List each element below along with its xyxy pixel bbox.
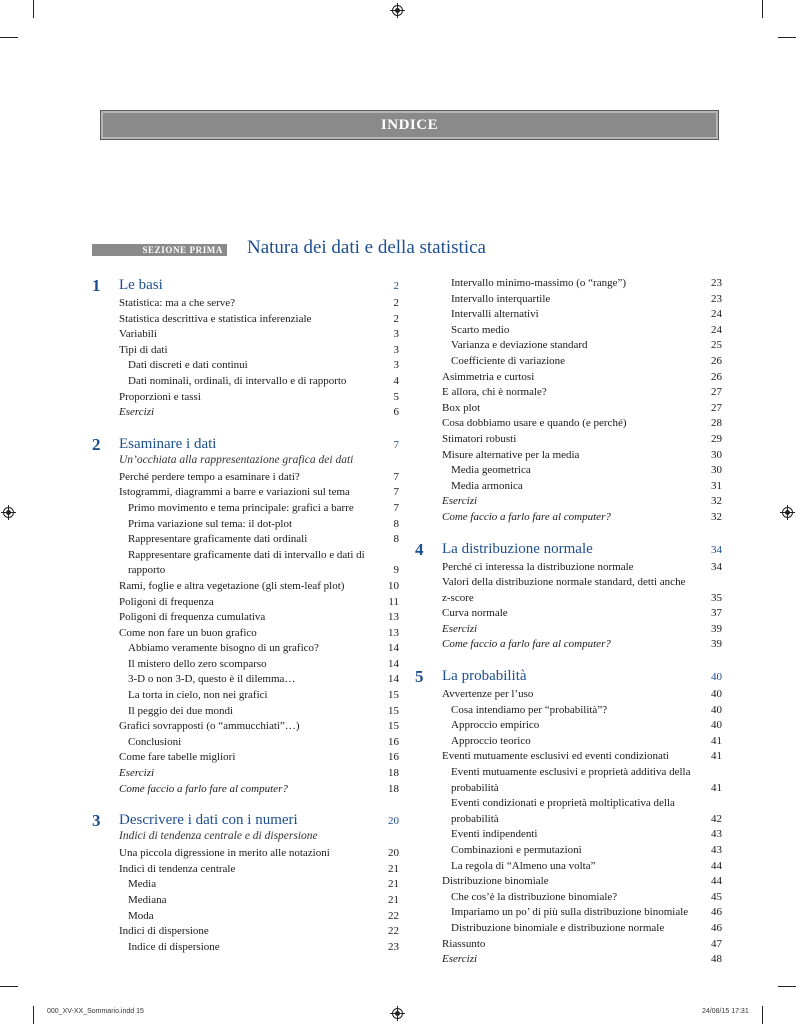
toc-entry-title: Valori della distribuzione normale standard, detti anche z-score	[442, 576, 686, 604]
toc-entry	[451, 323, 722, 339]
toc-entry	[119, 405, 399, 421]
toc-entry-title: Eventi mutuamente esclusivi e proprietà additiva della probabilità	[451, 766, 691, 794]
chapter-number: 1	[92, 276, 101, 295]
toc-entry-page: 41	[711, 734, 722, 747]
toc-entry	[128, 688, 399, 704]
toc-entry-title: Distribuzione binomiale e distribuzione normale	[451, 921, 665, 934]
crop-mark	[762, 1006, 763, 1024]
toc-entry-page: 35	[711, 591, 722, 604]
crop-mark	[33, 0, 34, 18]
toc-entry-page: 15	[388, 689, 399, 702]
chapter-page: 7	[393, 438, 399, 451]
toc-entry-title: Prima variazione sul tema: il dot-plot	[128, 517, 293, 530]
toc-entry-page: 43	[711, 844, 722, 856]
toc-entry-title: Avvertenze per l’uso	[442, 688, 534, 701]
toc-entry-title: Riassunto	[442, 937, 486, 950]
toc-entry-title: Il peggio dei due mondi	[128, 704, 234, 717]
toc-entry-title: Box plot	[442, 401, 481, 414]
toc-entry-page: 18	[388, 782, 399, 795]
toc-entry	[451, 703, 722, 719]
toc-entry-title: Poligoni di frequenza cumulativa	[119, 611, 266, 624]
toc-entry-page: 3	[393, 328, 399, 341]
toc-entry-page: 30	[711, 448, 722, 461]
toc-entry-title: Approccio teorico	[451, 734, 531, 747]
toc-entry-title: Impariamo un po’ di più sulla distribuzione binomiale	[451, 906, 689, 919]
toc-entry-page: 41	[711, 750, 722, 763]
toc-entry	[442, 622, 722, 638]
toc-entry	[451, 843, 722, 859]
index-banner-title: INDICE	[380, 117, 439, 133]
toc-entry-title: Stimatori robusti	[442, 432, 517, 445]
toc-entry-page: 14	[388, 642, 399, 655]
toc-entry-title: Conclusioni	[128, 735, 182, 748]
toc-entry	[442, 952, 722, 968]
toc-entry-page: 41	[711, 781, 722, 794]
toc-entry-page: 44	[711, 859, 722, 872]
toc-entry	[451, 905, 722, 921]
toc-entry-title: Perché ci interessa la distribuzione normale	[442, 560, 634, 573]
toc-entry-page: 21	[388, 862, 399, 875]
toc-entry	[119, 782, 399, 798]
toc-entry-page: 16	[388, 751, 399, 764]
toc-entry-page: 39	[711, 622, 722, 635]
toc-entry-page: 32	[711, 495, 722, 508]
toc-entry	[442, 448, 722, 464]
toc-entry-page: 20	[388, 847, 399, 860]
toc-entry-page: 23	[711, 292, 722, 305]
toc-entry-title: Intervallo interquartile	[451, 292, 551, 305]
toc-entry-page: 39	[711, 638, 722, 651]
toc-entry	[119, 579, 399, 595]
chapter-page: 40	[711, 671, 722, 684]
toc-entry-page: 11	[388, 595, 399, 608]
toc-entry	[442, 370, 722, 386]
toc-entry-page: 15	[388, 704, 399, 717]
toc-entry	[128, 517, 399, 533]
toc-entry	[442, 637, 722, 653]
chapter-heading	[415, 667, 722, 687]
toc-entry-title: Approccio empirico	[451, 719, 540, 732]
section-title: Natura dei dati e della statistica	[247, 237, 486, 258]
chapter-subtitle: Indici di tendenza centrale e di dispersione	[119, 830, 318, 843]
toc-entry	[119, 846, 399, 862]
chapter-title: Esaminare i dati	[119, 435, 217, 452]
index-banner	[100, 110, 719, 140]
toc-entry	[128, 909, 399, 925]
toc-entry-title: Combinazioni e permutazioni	[451, 844, 582, 856]
toc-entry	[128, 501, 399, 517]
toc-entry-title: Rappresentare graficamente dati ordinali	[128, 533, 308, 546]
toc-entry	[128, 672, 399, 688]
chapter-number: 3	[92, 811, 101, 831]
toc-entry	[451, 827, 722, 843]
toc-entry	[128, 657, 399, 673]
toc-entry-page: 40	[711, 688, 722, 701]
chapter-subtitle: Un’occhiata alla rappresentazione grafica dei dati	[119, 453, 354, 466]
toc-entry	[451, 718, 722, 734]
toc-entry-title: Esercizi	[119, 767, 155, 780]
toc-entry-title: Mediana	[128, 894, 167, 906]
toc-entry-page: 26	[711, 354, 722, 367]
toc-entry	[128, 641, 399, 657]
toc-entry-page: 40	[711, 703, 722, 716]
toc-entry-page: 7	[393, 470, 399, 483]
toc-entry	[128, 893, 399, 909]
toc-entry-title: Statistica: ma a che serve?	[119, 297, 236, 309]
toc-entry-title: Distribuzione binomiale	[442, 875, 549, 888]
toc-entry-title: Perché perdere tempo a esaminare i dati?	[119, 470, 300, 483]
toc-entry-page: 13	[388, 611, 399, 624]
toc-entry	[119, 390, 399, 406]
toc-entry	[451, 292, 722, 308]
crop-mark	[778, 37, 796, 38]
toc-entry	[451, 354, 722, 370]
toc-entry-page: 46	[711, 921, 722, 934]
toc-entry-title: Rappresentare graficamente dati di intervallo e dati di rapporto	[128, 548, 365, 577]
toc-entry-page: 8	[393, 517, 399, 530]
toc-entry	[442, 687, 722, 703]
toc-entry-title: Esercizi	[442, 953, 478, 966]
toc-entry-title: Una piccola digressione in merito alle notazioni	[119, 847, 330, 860]
toc-entry-page: 5	[393, 390, 399, 403]
toc-entry	[442, 874, 722, 890]
toc-entry-page: 27	[711, 386, 722, 399]
toc-entry-page: 23	[388, 940, 399, 953]
toc-entry-page: 21	[388, 878, 399, 891]
toc-entry-page: 37	[711, 607, 722, 620]
toc-entry-page: 29	[711, 432, 722, 445]
toc-entry-page: 28	[711, 417, 722, 430]
toc-entry-title: Intervalli alternativi	[451, 308, 539, 321]
toc-entry-page: 2	[393, 312, 399, 325]
toc-entry-page: 21	[388, 894, 399, 906]
chapter-number: 5	[415, 667, 424, 687]
section-tag: SEZIONE PRIMA	[92, 244, 227, 256]
toc-entry-title: Esercizi	[442, 495, 478, 508]
toc-entry-page: 7	[393, 486, 399, 499]
toc-entry-title: Istogrammi, diagrammi a barre e variazioni sul tema	[119, 486, 350, 499]
toc-entry	[128, 374, 399, 390]
toc-entry	[119, 719, 399, 735]
toc-entry-page: 31	[711, 479, 722, 492]
toc-entry-title: Rami, foglie e altra vegetazione (gli stem-leaf plot)	[119, 579, 345, 592]
toc-entry-title: Cosa dobbiamo usare e quando (e perché)	[442, 417, 627, 430]
toc-entry-title: Media armonica	[451, 479, 523, 492]
toc-entry-title: Media	[128, 878, 157, 891]
toc-entry	[128, 358, 399, 374]
toc-entry-page: 24	[711, 323, 722, 336]
toc-entry	[119, 296, 399, 312]
chapter-title: La distribuzione normale	[442, 540, 593, 557]
toc-entry	[451, 479, 722, 495]
registration-mark-icon	[392, 5, 403, 16]
toc-entry	[451, 921, 722, 937]
toc-entry-page: 2	[393, 297, 399, 309]
chapter-page: 20	[388, 815, 399, 828]
toc-entry-page: 45	[711, 890, 722, 903]
toc-entry-page: 9	[393, 564, 399, 577]
toc-entry	[128, 532, 399, 548]
toc-entry-page: 16	[388, 735, 399, 748]
toc-entry	[451, 765, 722, 796]
crop-mark	[0, 37, 18, 38]
toc-entry-page: 25	[711, 339, 722, 352]
toc-entry	[442, 494, 722, 510]
toc-entry-page: 14	[388, 673, 399, 686]
toc-entry-title: Misure alternative per la media	[442, 448, 580, 461]
toc-entry	[442, 385, 722, 401]
toc-entry-page: 34	[711, 560, 722, 573]
toc-entry-page: 44	[711, 875, 722, 888]
spacer	[415, 526, 715, 540]
toc-entry	[442, 749, 722, 765]
toc-entry-title: Statistica descrittiva e statistica inferenziale	[119, 312, 312, 325]
chapter-heading	[92, 434, 399, 455]
toc-entry	[442, 606, 722, 622]
chapter-heading	[415, 539, 722, 560]
toc-entry-page: 4	[393, 374, 399, 387]
toc-entry	[119, 766, 399, 782]
chapter-heading	[92, 811, 399, 831]
chapter-page: 34	[711, 543, 722, 556]
toc-entry	[119, 312, 399, 328]
footer-timestamp: 24/08/15 17:31	[702, 1008, 749, 1015]
toc-entry-title: Eventi indipendenti	[451, 828, 538, 841]
toc-entry-page: 27	[711, 401, 722, 414]
toc-entry-title: Coefficiente di variazione	[451, 354, 566, 367]
spacer	[92, 421, 392, 435]
toc-entry-page: 23	[711, 277, 722, 289]
toc-entry-page: 13	[388, 626, 399, 639]
toc-entry-page: 42	[711, 812, 722, 825]
toc-entry	[451, 276, 722, 292]
toc-entry-title: La torta in cielo, non nei grafici	[128, 689, 268, 702]
toc-entry-title: La regola di “Almeno una volta”	[451, 859, 596, 872]
toc-entry	[119, 750, 399, 766]
toc-entry	[451, 338, 722, 354]
crop-mark	[762, 0, 763, 18]
toc-entry-title: Come fare tabelle migliori	[119, 751, 236, 764]
toc-entry	[442, 416, 722, 432]
registration-mark-icon	[392, 1008, 403, 1019]
toc-entry	[119, 595, 399, 611]
toc-entry	[442, 575, 722, 606]
toc-entry-title: Scarto medio	[451, 323, 510, 336]
toc-entry-title: Tipi di dati	[119, 343, 168, 356]
toc-entry-title: Esercizi	[442, 622, 478, 635]
toc-entry-page: 3	[393, 359, 399, 372]
toc-entry-title: Come faccio a farlo fare al computer?	[119, 782, 288, 795]
toc-entry	[442, 937, 722, 953]
toc-entry	[128, 940, 399, 956]
toc-entry	[451, 463, 722, 479]
toc-entry-title: E allora, chi è normale?	[442, 386, 547, 399]
toc-column-right	[415, 276, 722, 968]
toc-entry	[119, 485, 399, 501]
toc-entry-page: 47	[711, 937, 722, 950]
toc-entry	[119, 470, 399, 486]
chapter-title: Descrivere i dati con i numeri	[119, 812, 298, 829]
toc-entry-title: Come faccio a farlo fare al computer?	[442, 638, 611, 651]
toc-entry-page: 22	[388, 909, 399, 922]
toc-entry-page: 30	[711, 464, 722, 477]
toc-entry-title: Grafici sovrapposti (o “ammucchiati”…)	[119, 720, 300, 733]
chapter-number: 2	[92, 434, 101, 454]
toc-entry-title: Che cos’è la distribuzione binomiale?	[451, 890, 618, 903]
toc-entry	[119, 343, 399, 359]
chapter-heading	[92, 276, 399, 296]
registration-mark-icon	[3, 507, 14, 518]
toc-entry-title: Dati discreti e dati continui	[128, 359, 248, 372]
chapter-page: 2	[393, 280, 399, 292]
toc-entry	[451, 734, 722, 750]
toc-entry-title: Varianza e deviazione standard	[451, 339, 588, 352]
toc-entry-title: Asimmetria e curtosi	[442, 370, 535, 383]
toc-entry	[119, 862, 399, 878]
toc-entry-page: 10	[388, 579, 399, 592]
toc-entry	[128, 877, 399, 893]
toc-entry	[119, 626, 399, 642]
toc-entry	[128, 735, 399, 751]
toc-entry-page: 8	[393, 533, 399, 546]
toc-entry-title: Abbiamo veramente bisogno di un grafico?	[128, 642, 319, 655]
toc-column-left	[92, 276, 399, 955]
toc-entry	[451, 796, 722, 827]
toc-entry-title: Variabili	[119, 328, 157, 341]
toc-entry-title: 3-D o non 3-D, questo è il dilemma…	[128, 673, 296, 686]
toc-entry-page: 43	[711, 828, 722, 841]
crop-mark	[0, 986, 18, 987]
crop-mark	[778, 986, 796, 987]
toc-entry-page: 46	[711, 906, 722, 919]
toc-entry-title: Eventi mutuamente esclusivi ed eventi condizionati	[442, 750, 669, 763]
toc-entry-page: 18	[388, 767, 399, 780]
registration-mark-icon	[782, 507, 793, 518]
toc-entry-page: 6	[393, 406, 399, 419]
toc-entry	[442, 401, 722, 417]
toc-entry-title: Esercizi	[119, 406, 155, 419]
toc-entry-title: Primo movimento e tema principale: grafici a barre	[128, 501, 354, 514]
toc-entry-page: 48	[711, 953, 722, 966]
spacer	[415, 653, 715, 667]
toc-entry-title: Indici di dispersione	[119, 925, 209, 938]
toc-entry-title: Media geometrica	[451, 464, 531, 477]
toc-entry-page: 40	[711, 719, 722, 732]
toc-entry-page: 15	[388, 720, 399, 733]
toc-entry-title: Il mistero dello zero scomparso	[128, 657, 267, 670]
toc-entry-title: Come non fare un buon grafico	[119, 626, 257, 639]
toc-entry-page: 32	[711, 510, 722, 523]
toc-entry-title: Moda	[128, 909, 154, 922]
toc-entry	[442, 510, 722, 526]
toc-entry-page: 7	[393, 501, 399, 514]
toc-entry-title: Indici di tendenza centrale	[119, 862, 236, 875]
toc-entry-page: 26	[711, 370, 722, 383]
crop-mark	[33, 1006, 34, 1024]
toc-entry	[451, 307, 722, 323]
toc-entry-title: Proporzioni e tassi	[119, 390, 201, 403]
chapter-number: 4	[415, 539, 424, 559]
toc-entry	[451, 859, 722, 875]
toc-entry	[119, 610, 399, 626]
toc-entry-title: Indice di dispersione	[128, 940, 220, 953]
spacer	[92, 797, 392, 811]
toc-entry-title: Come faccio a farlo fare al computer?	[442, 510, 611, 523]
toc-entry-page: 3	[393, 343, 399, 356]
toc-entry	[442, 560, 722, 576]
chapter-title: Le basi	[119, 277, 163, 293]
chapter-title: La probabilità	[442, 668, 527, 685]
toc-entry-title: Poligoni di frequenza	[119, 595, 214, 608]
toc-entry-title: Curva normale	[442, 607, 508, 620]
toc-entry	[119, 924, 399, 940]
toc-entry	[128, 548, 399, 579]
toc-entry-title: Cosa intendiamo per “probabilità”?	[451, 703, 608, 716]
toc-entry	[442, 432, 722, 448]
toc-entry-page: 24	[711, 308, 722, 321]
toc-entry	[128, 704, 399, 720]
toc-entry	[451, 890, 722, 906]
toc-entry-title: Intervallo minimo-massimo (o “range”)	[451, 277, 627, 289]
toc-entry-title: Eventi condizionati e proprietà moltiplicativa della probabilità	[451, 797, 675, 825]
toc-entry	[119, 327, 399, 343]
toc-entry-title: Dati nominali, ordinali, di intervallo e di rapporto	[128, 374, 347, 387]
toc-entry-page: 14	[388, 657, 399, 670]
toc-entry-page: 22	[388, 925, 399, 938]
footer-file-name: 000_XV-XX_Sommario.indd 15	[47, 1008, 144, 1015]
